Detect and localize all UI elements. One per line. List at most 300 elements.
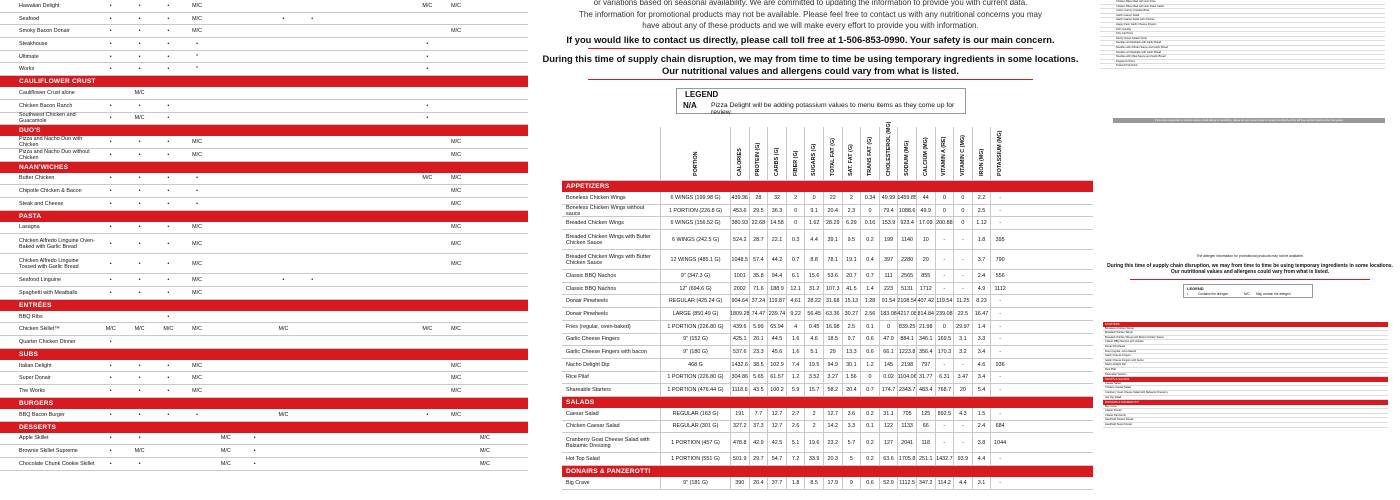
value-cell: 356.4 [916,346,935,358]
allergen-cell: • [138,15,141,22]
allergen-cell: • [282,15,285,22]
allergen-cell: M/C [451,362,462,369]
column-header [860,127,879,180]
value-cell: 0.7 [860,270,879,282]
item-name: Butter Chicken [19,175,55,182]
legend-contains: Contains the allergen [1198,292,1229,296]
value-cell: 1.8 [972,230,991,249]
portion-cell: 1 PORTION (551 G) [660,453,730,465]
allergen-cell: M/C [451,139,462,146]
value-cell: 4.9 [972,283,991,295]
allergen-cell: • [167,240,170,247]
value-cell: 19.1 [842,250,861,269]
value-cell: 5.9 [786,384,805,396]
value-cell: 923.4 [897,217,916,229]
value-cell: 54.7 [767,453,786,465]
value-cell: 16.98 [823,321,842,333]
column-header-label: CALORIES [736,148,743,176]
value-cell: 42.5 [767,433,786,452]
value-cell: 1432.7 [935,453,954,465]
value-cell: 0.34 [860,192,879,204]
table-row [0,360,528,373]
list-item: Breaded Chicken Wings [1103,331,1388,336]
value-cell: 5.65 [749,372,768,384]
value-cell: 884.1 [897,334,916,346]
value-cell: 12.7 [823,408,842,420]
value-cell: 2.56 [860,308,879,320]
value-cell: 0.2 [860,408,879,420]
allergen-cell: M/C [192,28,203,35]
value-cell: 2.2 [972,192,991,204]
table-row [0,185,528,198]
allergen-cell: • [109,460,112,467]
portion-cell: 6 WINGS (242.5 G) [660,230,730,249]
section-header: DESSERTS [0,422,528,433]
allergen-cell: • [138,387,141,394]
value-cell: 0.02 [879,372,898,384]
value-cell: 395 [990,230,1009,249]
value-cell: 7.4 [786,359,805,371]
value-cell: 478.8 [730,433,749,452]
column-header [935,127,954,180]
value-cell: 1459.85 [897,192,916,204]
allergen-cell: • [253,460,256,467]
value-cell: 94.9 [823,359,842,371]
value-cell: 892.5 [935,408,954,420]
allergen-cell: M/C [479,460,490,467]
value-cell: 15.7 [804,384,823,396]
table-row [0,336,528,349]
value-cell: 2108.54 [897,295,916,307]
value-cell: 28 [749,192,768,204]
allergen-cell: • [167,362,170,369]
table-row [562,230,1093,250]
value-cell: 15.6 [804,270,823,282]
value-cell: 1.12 [972,217,991,229]
legend-box [676,88,966,114]
allergen-cell: • [167,188,170,195]
value-cell: 20 [916,250,935,269]
item-name: Steakhouse [19,40,48,47]
item-name: Donair Pinwheels [566,310,608,317]
value-cell: 20.4 [823,205,842,217]
value-cell: 1.2 [786,372,805,384]
value-cell: 22.1 [767,230,786,249]
item-name: Southwest Chicken and Guacamole [19,112,76,125]
column-header [660,127,730,180]
value-cell: 2343.7 [897,384,916,396]
item-name: Boneless Chicken Wings without sauce [566,204,645,217]
item-name: Smoky Bacon Donair [19,28,70,35]
value-cell: 44.2 [767,250,786,269]
allergen-cell: M/C [105,326,116,333]
allergen-cell: • [167,2,170,9]
divider-right [1130,279,1370,280]
column-header-label: IRON (MG) [978,148,985,176]
value-cell: 2.7 [786,408,805,420]
allergen-cell: M/C [451,326,462,333]
value-cell: 52.9 [879,477,898,489]
value-cell: 855 [916,270,935,282]
column-header [897,127,916,180]
value-cell: 63.36 [823,308,842,320]
value-cell: 1088.6 [897,205,916,217]
item-name: Seafood Linguine [19,277,61,284]
table-row [0,372,528,385]
allergen-cell: • [109,338,112,345]
allergen-cell: • [138,102,141,109]
item-name: Chicken Caesar Salad [566,423,620,430]
table-row [0,87,528,100]
allergen-cell: M/C [451,375,462,382]
value-cell: 200.88 [935,217,954,229]
allergen-cell: M/C [451,2,462,9]
allergen-cell: • [109,277,112,284]
value-cell: 31.2 [804,283,823,295]
list-item: Hot Top Salad [1103,396,1388,401]
value-cell: 0.1 [860,321,879,333]
value-cell: 43.5 [749,384,768,396]
list-item: Kitty Cat Pizza [1100,32,1385,37]
value-cell: 20.1 [749,334,768,346]
value-cell: 501.9 [730,453,749,465]
list-item: Chicken Bites Meal with side Fries [1100,0,1385,5]
section-header: NAAN'WICHES [0,162,528,173]
value-cell: 19.6 [804,433,823,452]
value-cell: 5.7 [842,433,861,452]
item-name: Garlic Cheese Fingers with bacon [566,349,647,356]
value-cell: 102.9 [767,359,786,371]
allergy-question-bar: If you have a question or concern about a food allergy or sensitivity, please let your server know or contact us directly at the toll free number listed on the front panel. [1113,118,1385,123]
kids-menu-table [1100,0,1385,69]
value-cell: 3.3 [972,334,991,346]
portion-cell: 1 PORTION (476.44 G) [660,384,730,396]
value-cell: 21.98 [916,321,935,333]
table-row [562,408,1093,421]
value-cell: 4217.08 [897,308,916,320]
table-row [562,421,1093,434]
allergen-cell: • [167,289,170,296]
value-cell: 41.5 [842,283,861,295]
promo-note: The information for promotional products may not be available. Please feel free to contact us with any nutritional concerns you may have about any of these products and we will make every effort to provide you with information. [579,10,1042,30]
value-cell: 8.23 [972,295,991,307]
starters-allergen-table [1103,322,1388,428]
list-item: Kid's Sunday [1100,28,1385,33]
value-cell: - [990,334,1009,346]
value-cell: 2.6 [786,421,805,433]
allergen-cell: • [311,15,314,22]
allergen-cell: • [426,53,429,60]
value-cell: 2 [804,421,823,433]
value-cell: 4.4 [804,230,823,249]
value-cell: 0 [953,217,972,229]
value-cell: 1809.28 [730,308,749,320]
allergen-cell: • [196,40,199,47]
allergen-cell: • [138,224,141,231]
value-cell: 20.7 [842,270,861,282]
portion-cell: 9" (347.3 G) [660,270,730,282]
item-name: Pizza and Nacho Duo without Chicken [19,148,90,161]
column-header-label: SODIUM (MG) [904,140,911,176]
value-cell: 3.8 [972,433,991,452]
value-cell: 5.1 [786,433,805,452]
list-item: Donair Pinwheels [1103,345,1388,350]
list-item: Nerdy Ocean Splash Drink [1100,37,1385,42]
allergen-cell: • [426,102,429,109]
item-name: The Works [19,387,45,394]
table-row [562,283,1093,296]
value-cell: 28.22 [804,295,823,307]
value-cell: 174.7 [879,384,898,396]
value-cell: 483.4 [916,384,935,396]
value-cell: 537.6 [730,346,749,358]
table-row [562,295,1093,308]
allergen-cell: M/C [192,375,203,382]
value-cell: 797 [916,359,935,371]
value-cell: 29.97 [953,321,972,333]
value-cell: 20.4 [749,477,768,489]
table-row [0,13,528,26]
supply-chain-note-right: During this time of supply chain disruption, we may from time to time be using temporary ingredients in some locations. Our nutritional values and allergens could vary from what is listed. [1107,263,1393,275]
list-item: Garlic Cheese Fingers with bacon [1103,359,1388,364]
value-cell: 1.6 [786,334,805,346]
value-cell: - [990,408,1009,420]
allergen-cell: • [138,240,141,247]
value-cell: 22 [823,192,842,204]
allergen-cell: • [167,53,170,60]
table-row [0,311,528,324]
allergen-cell: • [167,313,170,320]
value-cell: 705 [897,408,916,420]
column-header [990,127,1009,180]
value-cell: 28.29 [823,217,842,229]
value-cell: 3.47 [953,372,972,384]
item-name: Chocolate Chunk Cookie Skillet [19,460,95,467]
value-cell: - [990,295,1009,307]
value-cell: 814.84 [916,308,935,320]
column-header [823,127,842,180]
value-cell: 1001 [730,270,749,282]
item-name: Cauliflower Crust alone [19,89,75,96]
allergen-cell: M/C [278,411,289,418]
column-header-label: VITAMIN C (MG) [959,135,966,176]
value-cell: 1.4 [860,283,879,295]
list-item: Twisted Pink Drink [1100,64,1385,69]
item-name: Lasagna [19,224,40,231]
value-cell: 6.1 [786,270,805,282]
table-row [0,445,528,458]
value-cell: 4.61 [786,295,805,307]
portion-cell: 12" (694.6 G) [660,283,730,295]
value-cell: - [953,250,972,269]
allergen-cell: • [167,200,170,207]
allergen-cell: • [109,28,112,35]
value-cell: 346.1 [916,334,935,346]
allergen-cell: • [109,224,112,231]
value-cell: 44.5 [767,334,786,346]
list-item: Handheld Classic Donair [1103,418,1388,423]
value-cell: 768.7 [935,384,954,396]
nutrition-panel [528,0,1093,500]
value-cell: 397 [879,250,898,269]
table-row [0,25,528,38]
table-row [562,250,1093,270]
value-cell: 23.3 [749,346,768,358]
value-cell: 3.7 [972,250,991,269]
value-cell: 153.9 [879,217,898,229]
legend-may-contain: May contain the allergen [1256,292,1291,296]
table-row [0,149,528,162]
value-cell: 53.6 [823,270,842,282]
value-cell: 37.3 [749,421,768,433]
allergen-cell: M/C [451,387,462,394]
item-name: Ultimate [19,53,39,60]
list-item: Boneless Chicken Wings [1103,327,1388,332]
value-cell: - [990,384,1009,396]
value-cell: 790 [990,250,1009,269]
list-item: Garlic Caesar Salad with Chicken [1100,18,1385,23]
value-cell: 17.09 [916,217,935,229]
table-row [562,477,1093,490]
value-cell: - [990,308,1009,320]
item-name: Breaded Chicken Wings with Butter Chicken Sauce [566,253,651,266]
list-item: Classic BBQ Nachos with chicken [1103,340,1388,345]
value-cell: 1112 [990,283,1009,295]
value-cell: 0 [786,205,805,217]
allergen-cell: M/C [451,175,462,182]
allergen-cell: M/C [451,151,462,158]
allergen-cell: • [167,66,170,73]
legend-text: Pizza Delight will be adding potassium values to menu items as they come up for review. [711,102,955,116]
table-row [562,270,1093,283]
value-cell: 122 [879,421,898,433]
value-cell: 524.2 [730,230,749,249]
value-cell: 0 [804,192,823,204]
allergen-cell: • [138,139,141,146]
section-header: DUO'S [0,125,528,136]
value-cell: 0.3 [786,230,805,249]
value-cell: 111 [879,270,898,282]
value-cell: 20 [953,384,972,396]
left-allergen-panel [0,0,528,500]
list-item: Chicken Bites Meal with side Pasta Salad [1100,5,1385,10]
header-spacer [562,127,660,180]
value-cell: 439.6 [730,321,749,333]
allergen-cell: • [138,200,141,207]
section-header: SUBS [0,349,528,360]
value-cell: 2280 [897,250,916,269]
value-cell: 2002 [730,283,749,295]
item-name: Garlic Cheese Fingers [566,336,620,343]
value-cell: 12.7 [767,408,786,420]
legend-title: LEGEND [685,90,719,99]
allergen-cell: • [138,40,141,47]
list-item: Happy Face Garlic Cheese Fingers [1100,23,1385,28]
value-cell: 0 [953,205,972,217]
allergen-cell: M/C [134,448,145,455]
value-cell: 107.3 [823,283,842,295]
list-item: Handheld Super Donair [1103,423,1388,428]
column-header-label: SAT. FAT (G) [848,144,855,176]
list-item: Noodles w/ Meatballs with Garlic Bread [1100,41,1385,46]
value-cell: 2 [804,408,823,420]
list-item: Fries (regular, oven-baked) [1103,350,1388,355]
value-cell: 904.64 [730,295,749,307]
allergen-cell: • [138,460,141,467]
allergen-cell: M/C [192,289,203,296]
table-row [0,173,528,186]
table-row [562,321,1093,334]
value-cell: 1.8 [786,477,805,489]
item-name: BBQ Bacon Burger [19,411,65,418]
value-cell: 0.45 [804,321,823,333]
item-name: Caesar Salad [566,410,599,417]
value-cell: 1140 [897,230,916,249]
item-name: Chicken Bacon Ranch [19,102,73,109]
section-header: STARTERS [1103,322,1388,327]
table-row [562,308,1093,321]
allergen-cell: M/C [192,139,203,146]
value-cell: 5 [842,453,861,465]
value-cell: 1118.6 [730,384,749,396]
section-header: PASTA [0,211,528,222]
value-cell: 12.1 [786,283,805,295]
allergen-cell: • [109,139,112,146]
value-cell: 0 [786,217,805,229]
table-header [562,121,1093,181]
value-cell: 23.2 [823,433,842,452]
value-cell: 1.6 [786,346,805,358]
value-cell: 1.62 [804,217,823,229]
promo-allergen-note: The allergen information for promotional products may not be available. [1196,254,1304,258]
allergen-cell: • [109,66,112,73]
value-cell: 5.4 [972,384,991,396]
table-row [0,458,528,471]
value-cell: - [990,192,1009,204]
allergen-cell: • [109,175,112,182]
value-cell: 63.6 [879,453,898,465]
value-cell: - [935,433,954,452]
allergen-cell: • [196,411,199,418]
table-row [0,274,528,287]
allergen-cell: • [109,115,112,122]
item-name: Classic BBQ Nachos [566,272,617,279]
value-cell: 7.2 [786,453,805,465]
column-header [767,127,786,180]
table-row [562,359,1093,372]
value-cell: 31.1 [879,408,898,420]
column-header-label: CARBS (G) [773,147,780,176]
value-cell: 1133 [897,421,916,433]
allergen-cell: M/C [451,200,462,207]
portion-cell: 1 PORTION (226.8 G) [660,205,730,217]
value-cell: 3.4 [972,372,991,384]
allergen-cell: M/C [422,175,433,182]
value-cell: 19.5 [804,359,823,371]
column-header [953,127,972,180]
value-cell: 453.6 [730,205,749,217]
value-cell: 66 [916,421,935,433]
table-row [562,334,1093,347]
value-cell: 0 [935,192,954,204]
value-cell: 183.08 [879,308,898,320]
value-cell: 47.9 [879,334,898,346]
value-cell: 0.16 [860,217,879,229]
value-cell: 12.7 [767,421,786,433]
value-cell: 22.5 [953,308,972,320]
allergen-cell: • [167,175,170,182]
item-name: Hot Top Salad [566,456,600,463]
